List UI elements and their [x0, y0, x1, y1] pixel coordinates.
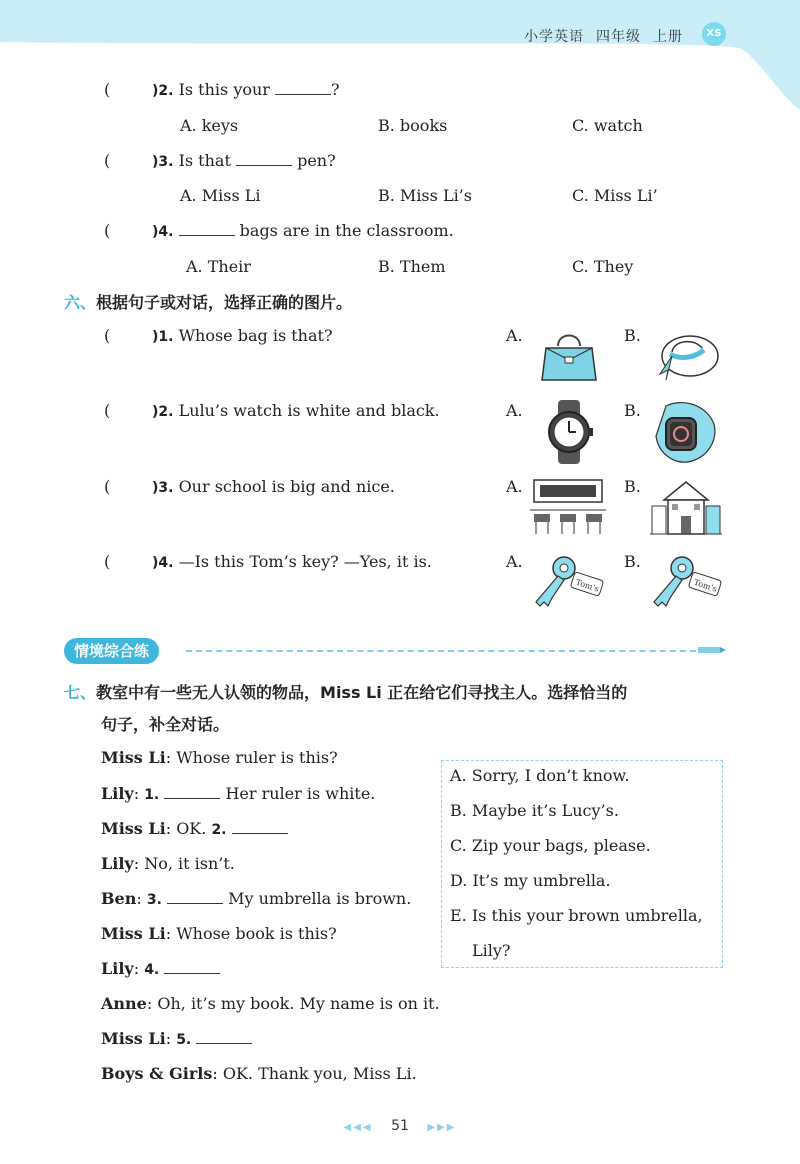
pencil-icon [698, 645, 726, 655]
option-item: D. It’s my umbrella. [450, 871, 611, 890]
page-footer: ◀◀◀ 51 ▶▶▶ [343, 1118, 457, 1134]
answer-paren: ( [104, 552, 111, 571]
school-building-icon [650, 476, 722, 538]
answer-paren: ( [104, 401, 111, 420]
dialogue-line: Lily: 4. [101, 959, 220, 978]
page-number: 51 [391, 1118, 409, 1134]
picture-question-1: )1. Whose bag is that? [152, 326, 333, 345]
key-tag-label: Tom’s [574, 577, 601, 594]
dialogue-line: Miss Li: Whose book is this? [101, 924, 337, 943]
section-7-title-cont: 句子，补全对话。 [101, 715, 230, 734]
options-box [441, 760, 723, 968]
choice-b-label: B. [624, 552, 641, 571]
section-7-title: 七、教室中有一些无人认领的物品，Miss Li 正在给它们寻找主人。选择恰当的 [64, 683, 628, 702]
dialogue-line: Lily: 1. Her ruler is white. [101, 784, 376, 803]
picture-question-3: )3. Our school is big and nice. [152, 477, 395, 496]
question-2: )2. Is this your ? [152, 80, 340, 99]
option-item: E. Is this your brown umbrella, [450, 906, 703, 925]
dialogue-line: Anne: Oh, it’s my book. My name is on it. [101, 994, 440, 1013]
choice-a-label: A. [506, 401, 523, 420]
option-a: A. keys [180, 116, 239, 135]
choice-a-label: A. [506, 477, 523, 496]
choice-b-label: B. [624, 326, 641, 345]
option-b: B. Miss Li’s [378, 186, 472, 205]
answer-paren: ( [104, 221, 111, 240]
choice-a-label: A. [506, 326, 523, 345]
option-item: A. Sorry, I don’t know. [450, 766, 630, 785]
choice-b-label: B. [624, 401, 641, 420]
picture-question-2: )2. Lulu’s watch is white and black. [152, 401, 440, 420]
classroom-icon [530, 476, 606, 538]
answer-paren: ( [104, 326, 111, 345]
header-band [0, 0, 800, 120]
key-with-tag-icon [648, 554, 724, 612]
picture-question-4: )4. —Is this Tom’s key? —Yes, it is. [152, 552, 432, 571]
option-item: C. Zip your bags, please. [450, 836, 651, 855]
option-c: C. watch [572, 116, 643, 135]
answer-paren: ( [104, 151, 111, 170]
black-watch-icon [538, 400, 600, 464]
option-item-cont: Lily? [472, 941, 511, 960]
option-b: B. books [378, 116, 448, 135]
option-c: C. Miss Li’ [572, 186, 658, 205]
question-3: )3. Is that pen? [152, 151, 336, 170]
dialogue-line: Ben: 3. My umbrella is brown. [101, 889, 412, 908]
option-c: C. They [572, 257, 634, 276]
section-tag: 情境综合练 [64, 638, 159, 664]
dialogue-line: Miss Li: 5. [101, 1029, 252, 1048]
choice-a-label: A. [506, 552, 523, 571]
dialogue-line: Lily: No, it isn’t. [101, 854, 235, 873]
sun-hat-icon [654, 330, 720, 382]
key-with-tag-icon [530, 554, 606, 612]
choice-b-label: B. [624, 477, 641, 496]
question-4: )4. bags are in the classroom. [152, 221, 454, 240]
dialogue-line: Boys & Girls: OK. Thank you, Miss Li. [101, 1064, 417, 1083]
option-b: B. Them [378, 257, 446, 276]
smart-watch-icon [652, 400, 718, 464]
answer-paren: ( [104, 80, 111, 99]
option-item: B. Maybe it’s Lucy’s. [450, 801, 619, 820]
option-a: A. Miss Li [180, 186, 261, 205]
section-6-title: 六、根据句子或对话，选择正确的图片。 [64, 293, 353, 312]
tag-divider [186, 650, 706, 652]
header-subject: 小学英语 四年级 上册 [524, 29, 683, 45]
dialogue-line: Miss Li: OK. 2. [101, 819, 288, 838]
key-tag-label: Tom’s [692, 577, 719, 594]
series-badge: XS [702, 22, 726, 46]
option-a: A. Their [186, 257, 251, 276]
dialogue-line: Miss Li: Whose ruler is this? [101, 748, 338, 767]
handbag-icon [538, 326, 600, 384]
answer-paren: ( [104, 477, 111, 496]
